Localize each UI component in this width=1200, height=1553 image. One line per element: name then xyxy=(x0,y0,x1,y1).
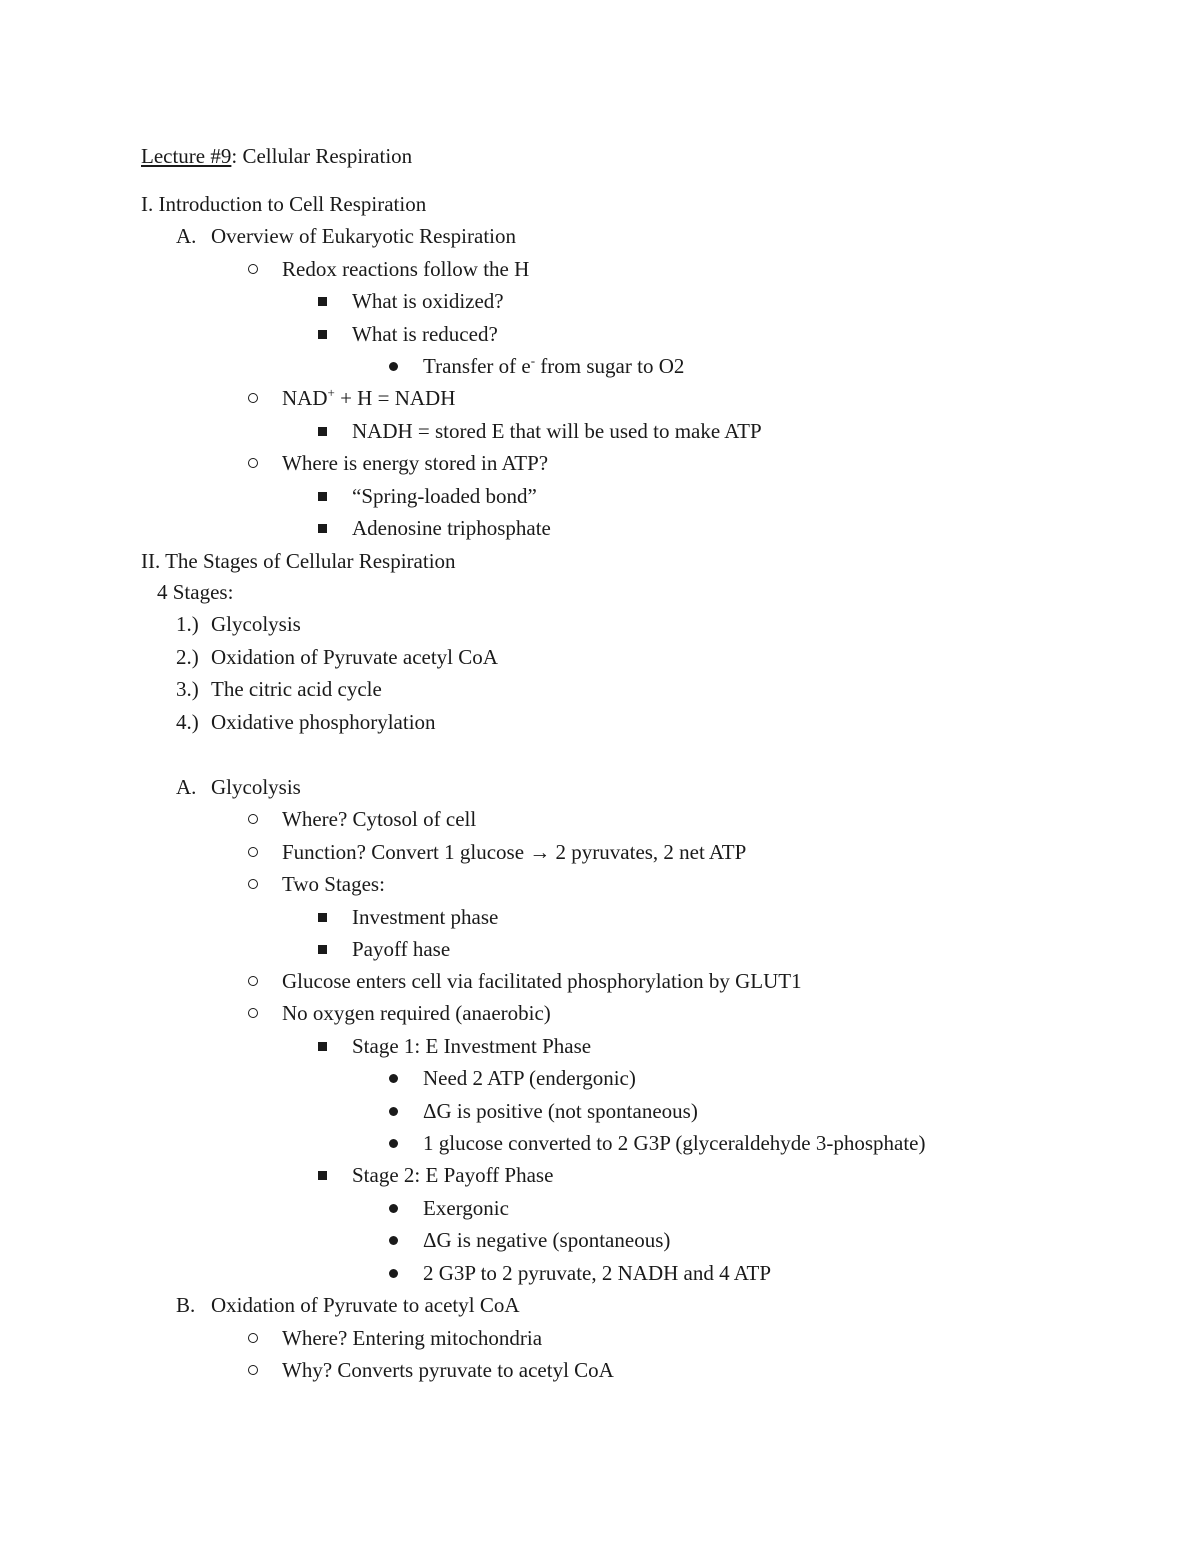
outline-text: Stage 1: E Investment Phase xyxy=(352,1034,592,1058)
outline-text: Glycolysis xyxy=(211,775,301,799)
hollow-bullet-icon xyxy=(248,393,258,403)
outline-text: What is reduced? xyxy=(352,322,498,346)
hollow-bullet-icon xyxy=(248,1333,258,1343)
text-before-superscript: NAD xyxy=(282,386,328,410)
hollow-bullet-icon xyxy=(248,879,258,889)
square-bullet-icon xyxy=(318,1171,327,1180)
outline-text: ΔG is positive (not spontaneous) xyxy=(423,1099,698,1123)
outline-text: Glucose enters cell via facilitated phosphorylation by GLUT1 xyxy=(282,969,802,993)
hollow-bullet-icon xyxy=(248,458,258,468)
page-title xyxy=(141,140,412,172)
hollow-bullet-icon xyxy=(248,1365,258,1375)
list-marker: 2.) xyxy=(176,645,199,669)
superscript: - xyxy=(530,353,536,368)
lecture-topic: : Cellular Respiration xyxy=(231,144,413,168)
outline-text: Stage 2: E Payoff Phase xyxy=(352,1163,554,1187)
filled-bullet-icon xyxy=(389,362,398,371)
filled-bullet-icon xyxy=(389,1269,398,1278)
list-marker: 1.) xyxy=(176,612,199,636)
filled-bullet-icon xyxy=(389,1107,398,1116)
list-marker: B. xyxy=(176,1293,196,1317)
square-bullet-icon xyxy=(318,330,327,339)
superscript: + xyxy=(327,385,335,400)
outline-text: Need 2 ATP (endergonic) xyxy=(423,1066,636,1090)
list-marker: A. xyxy=(176,775,197,799)
text-after-superscript: from sugar to O2 xyxy=(535,354,685,378)
filled-bullet-icon xyxy=(389,1139,398,1148)
outline-text: 1 glucose converted to 2 G3P (glyceraldehyde 3-phosphate) xyxy=(423,1131,926,1155)
outline-text: Payoff hase xyxy=(352,937,451,961)
outline-text: NADH = stored E that will be used to make ATP xyxy=(352,419,762,443)
outline-text: I. Introduction to Cell Respiration xyxy=(141,192,427,216)
outline-text: No oxygen required (anaerobic) xyxy=(282,1001,551,1025)
filled-bullet-icon xyxy=(389,1074,398,1083)
outline-text: 2 G3P to 2 pyruvate, 2 NADH and 4 ATP xyxy=(423,1261,772,1285)
outline-text: Why? Converts pyruvate to acetyl CoA xyxy=(282,1358,614,1382)
square-bullet-icon xyxy=(318,524,327,533)
outline-text: ΔG is negative (spontaneous) xyxy=(423,1228,671,1252)
hollow-bullet-icon xyxy=(248,1008,258,1018)
outline-text: Overview of Eukaryotic Respiration xyxy=(211,224,516,248)
hollow-bullet-icon xyxy=(248,976,258,986)
filled-bullet-icon xyxy=(389,1236,398,1245)
outline-text: Investment phase xyxy=(352,905,499,929)
outline-text: Oxidation of Pyruvate acetyl CoA xyxy=(211,645,498,669)
list-marker: 3.) xyxy=(176,677,199,701)
outline-text: The citric acid cycle xyxy=(211,677,382,701)
square-bullet-icon xyxy=(318,913,327,922)
outline-text: Two Stages: xyxy=(282,872,385,896)
outline-text: Oxidation of Pyruvate to acetyl CoA xyxy=(211,1293,520,1317)
outline-text: Function? Convert 1 glucose → 2 pyruvates, 2 net ATP xyxy=(282,840,747,864)
outline-text: Oxidative phosphorylation xyxy=(211,710,436,734)
square-bullet-icon xyxy=(318,297,327,306)
text-before-superscript: Transfer of e xyxy=(423,354,531,378)
outline-text: II. The Stages of Cellular Respiration xyxy=(141,549,456,573)
hollow-bullet-icon xyxy=(248,814,258,824)
outline-text xyxy=(282,382,455,414)
square-bullet-icon xyxy=(318,1042,327,1051)
list-marker: A. xyxy=(176,224,197,248)
outline-text: “Spring-loaded bond” xyxy=(352,484,537,508)
outline-text: Glycolysis xyxy=(211,612,301,636)
square-bullet-icon xyxy=(318,492,327,501)
outline-text: What is oxidized? xyxy=(352,289,504,313)
outline-text: Where? Entering mitochondria xyxy=(282,1326,543,1350)
square-bullet-icon xyxy=(318,945,327,954)
outline-text: Adenosine triphosphate xyxy=(352,516,551,540)
outline-text: 4 Stages: xyxy=(157,580,234,604)
text-after-superscript: + H = NADH xyxy=(334,386,456,410)
outline-text: Where is energy stored in ATP? xyxy=(282,451,549,475)
outline-text: Exergonic xyxy=(423,1196,509,1220)
hollow-bullet-icon xyxy=(248,264,258,274)
outline-text: Redox reactions follow the H xyxy=(282,257,530,281)
outline-text xyxy=(423,350,684,382)
outline-text: Where? Cytosol of cell xyxy=(282,807,477,831)
lecture-number: Lecture #9 xyxy=(141,144,232,168)
filled-bullet-icon xyxy=(389,1204,398,1213)
square-bullet-icon xyxy=(318,427,327,436)
list-marker: 4.) xyxy=(176,710,199,734)
hollow-bullet-icon xyxy=(248,847,258,857)
